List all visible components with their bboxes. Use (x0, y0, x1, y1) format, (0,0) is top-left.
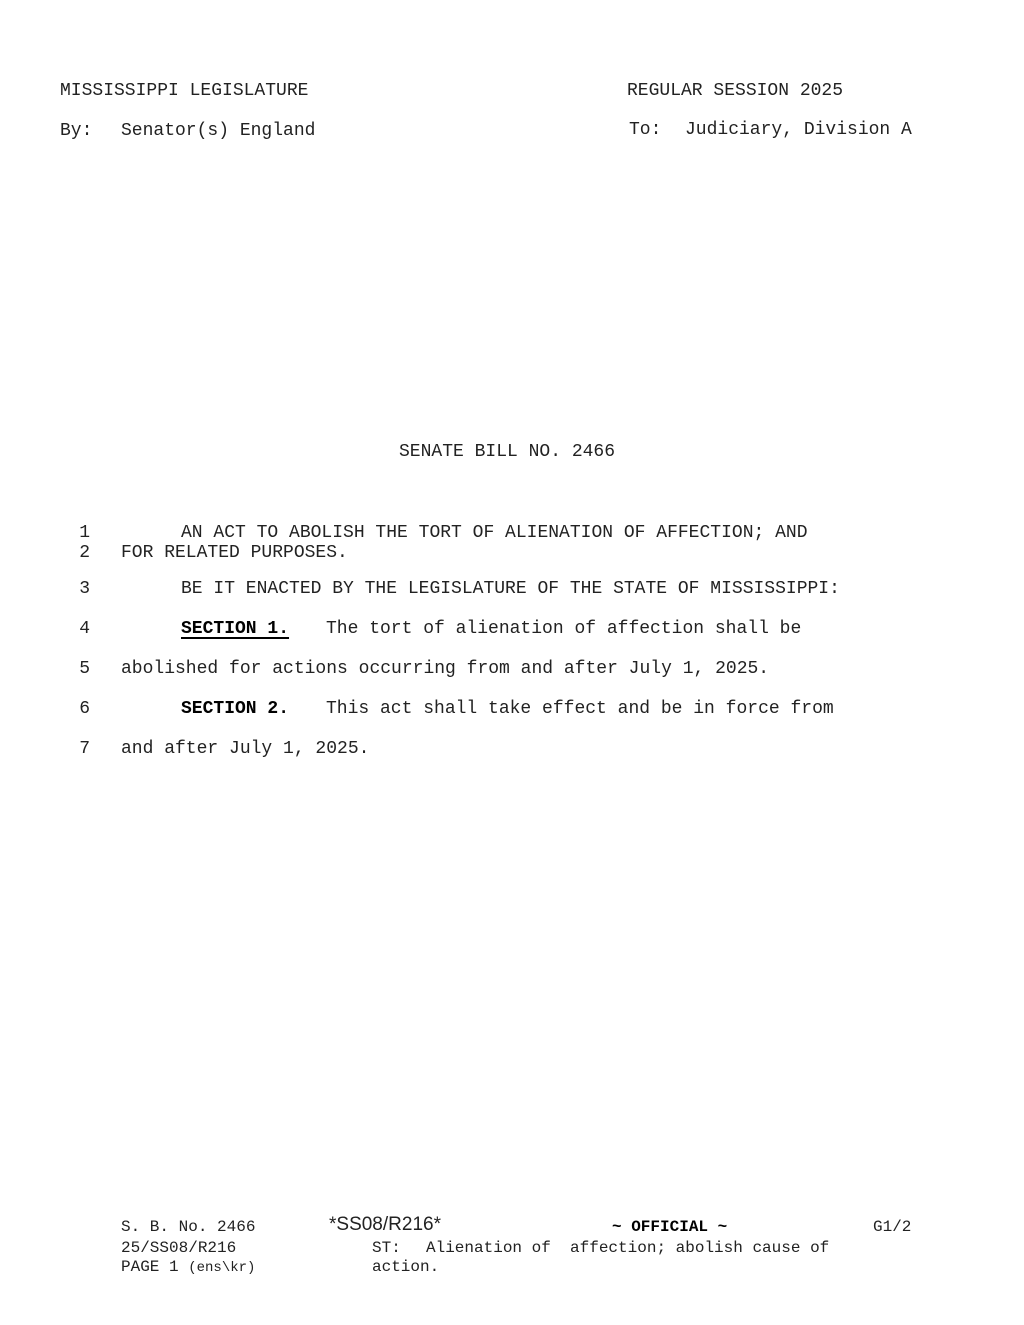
footer-page (121, 1258, 255, 1278)
footer-code: G1/2 (873, 1218, 912, 1236)
legislature-name: MISSISSIPPI LEGISLATURE (60, 81, 309, 101)
official-mark: ~ OFFICIAL ~ (612, 1218, 728, 1236)
title-line-2: FOR RELATED PURPOSES. (121, 543, 348, 563)
barcode-text: *SS08/R216* (329, 1214, 441, 1235)
sponsor-name: Senator(s) England (121, 121, 316, 141)
committee-label: To: (629, 120, 662, 140)
section-1-text-cont: abolished for actions occurring from and after July 1, 2025. (121, 659, 770, 679)
footer-bill-number: S. B. No. 2466 (121, 1218, 256, 1236)
section-2-text: This act shall take effect and be in force from (326, 699, 834, 719)
line-number: 4 (79, 619, 90, 639)
committee-name: Judiciary, Division A (685, 120, 912, 140)
line-number: 5 (79, 659, 90, 679)
line-number: 3 (79, 579, 90, 599)
summary-label: ST: (372, 1239, 401, 1257)
line-number: 6 (79, 699, 90, 719)
session-label: REGULAR SESSION 2025 (627, 81, 844, 101)
sponsor-label: By: (60, 121, 93, 141)
title-line-1: AN ACT TO ABOLISH THE TORT OF ALIENATION OF AFFECTION; AND (181, 523, 808, 543)
typist-initials: (ens\kr) (188, 1260, 256, 1276)
section-1-heading: SECTION 1. (181, 619, 290, 639)
summary-line-2: action. (372, 1258, 440, 1276)
bill-title: SENATE BILL NO. 2466 (399, 442, 616, 462)
footer-doc-id: 25/SS08/R216 (121, 1239, 237, 1257)
section-2-text-cont: and after July 1, 2025. (121, 739, 370, 759)
line-number: 7 (79, 739, 90, 759)
line-number: 1 (79, 523, 90, 543)
line-number: 2 (79, 543, 90, 563)
section-2-heading: SECTION 2. (181, 699, 290, 719)
section-1-text: The tort of alienation of affection shall be (326, 619, 802, 639)
summary-line-1: Alienation of affection; abolish cause of (426, 1239, 830, 1257)
page-number: PAGE 1 (121, 1258, 179, 1276)
enacting-clause: BE IT ENACTED BY THE LEGISLATURE OF THE STATE OF MISSISSIPPI: (181, 579, 840, 599)
